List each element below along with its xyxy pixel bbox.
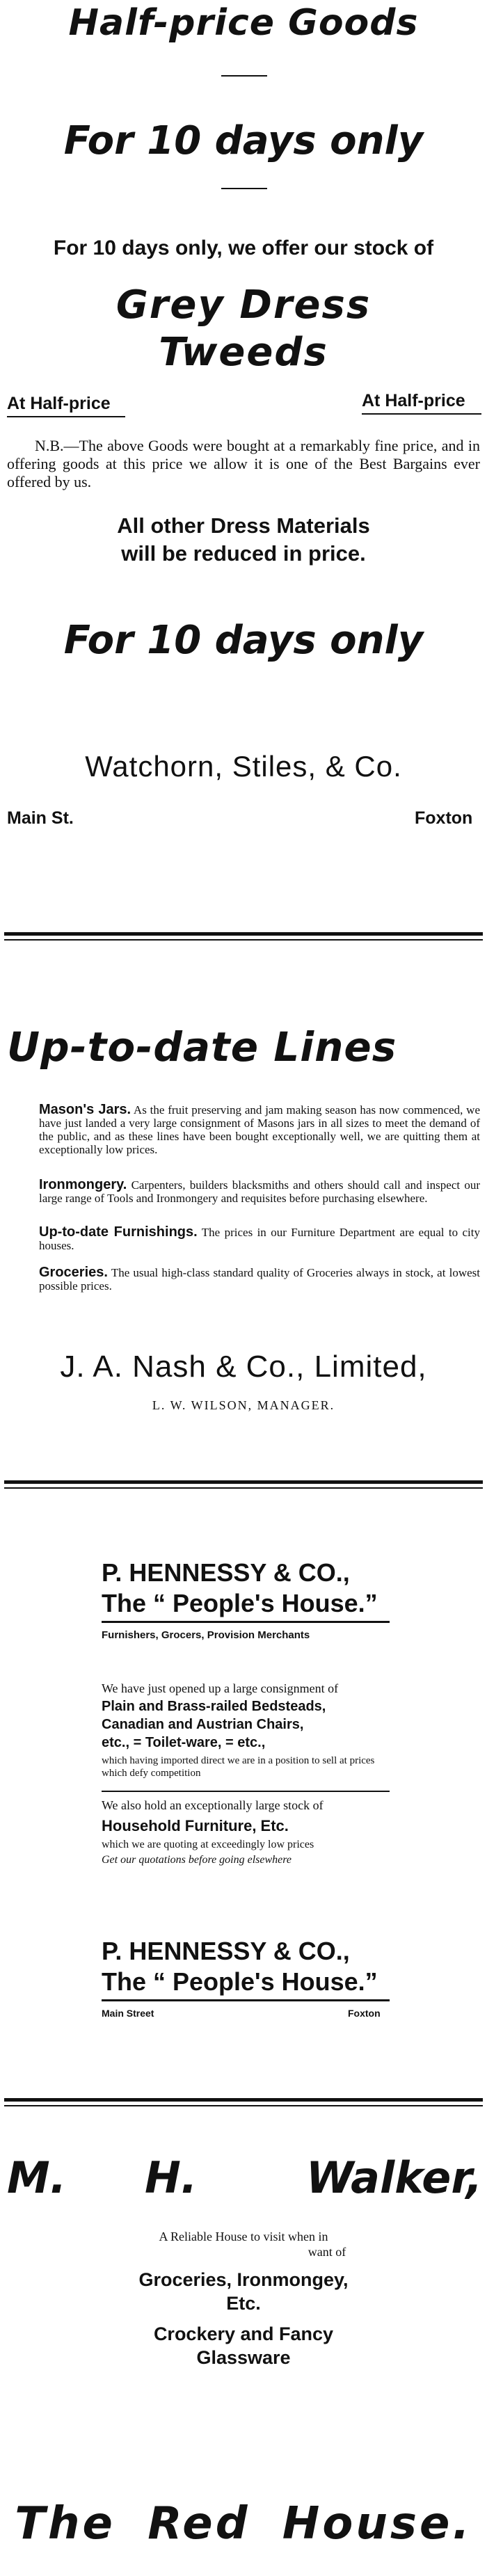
ad4-goods-line1: Groceries, Ironmongey, bbox=[138, 2269, 349, 2290]
ad3-para1-tail: which having imported direct we are in a position to sell at prices which defy competition bbox=[102, 1755, 375, 1779]
ad1-intro: For 10 days only, we offer our stock of bbox=[53, 237, 434, 259]
ad4-goods-line4: Glassware bbox=[196, 2347, 291, 2368]
divider-1a bbox=[4, 932, 483, 936]
ad4-footer: The Red House. bbox=[15, 2498, 472, 2550]
ad2-item-ironmongery bbox=[39, 1178, 480, 1205]
ad1-town: Foxton bbox=[415, 808, 473, 828]
divider-2a bbox=[4, 1480, 483, 1484]
ad2-item-furnishings bbox=[39, 1226, 480, 1252]
ad1-sub-headline: For 10 days only bbox=[63, 118, 424, 163]
ad3-para2-bold: Household Furniture, Etc. bbox=[102, 1817, 289, 1834]
ad3-para1-bold2: Canadian and Austrian Chairs, bbox=[102, 1717, 304, 1732]
ad1-street: Main St. bbox=[7, 808, 74, 828]
ad2-item-label: Ironmongery. bbox=[39, 1177, 127, 1192]
ad2-item-text: The prices in our Furniture Department are equal to city houses. bbox=[39, 1226, 480, 1252]
ad3-street: Main Street bbox=[102, 2008, 154, 2019]
ad4-goods-line3: Crockery and Fancy bbox=[153, 2323, 334, 2344]
ad3-para2-tail: which we are quoting at exceedingly low prices bbox=[102, 1839, 314, 1850]
ad3-para1-bold1: Plain and Brass-railed Bedsteads, bbox=[102, 1699, 326, 1714]
ad4-name-part-1: M. bbox=[7, 2152, 67, 2203]
ad2-headline: Up-to-date Lines bbox=[7, 1023, 397, 1071]
ad4-intro-line1: A Reliable House to visit when in bbox=[159, 2230, 328, 2243]
divider-3a bbox=[4, 2098, 483, 2102]
ad2-firm: J. A. Nash & Co., Limited, bbox=[60, 1350, 427, 1384]
ad1-right-tag-underline bbox=[362, 413, 481, 415]
divider-3b bbox=[4, 2105, 483, 2106]
ad2-item-groceries bbox=[39, 1266, 480, 1293]
divider-1b bbox=[4, 939, 483, 941]
ad2-manager: L. W. WILSON, MANAGER. bbox=[152, 1398, 335, 1412]
ad2-item-label: Up-to-date Furnishings. bbox=[39, 1224, 198, 1240]
ad4-name-part-3: Walker, bbox=[306, 2152, 483, 2203]
ad3-town: Foxton bbox=[348, 2008, 381, 2019]
ad3-para1-intro: We have just opened up a large consignment of bbox=[102, 1681, 339, 1695]
ad1-short-rule-1 bbox=[221, 75, 267, 77]
ad3-para2-italic: Get our quotations before going elsewhere bbox=[102, 1854, 292, 1866]
ad3-firm-line1: P. HENNESSY & CO., bbox=[102, 1558, 350, 1587]
ad1-reduce-line1: All other Dress Materials bbox=[117, 513, 370, 538]
ad1-product-line2: Tweeds bbox=[159, 330, 328, 375]
ad2-item-masons bbox=[39, 1103, 480, 1156]
ad1-note: N.B.—The above Goods were bought at a remarkably fine price, and in offering goods at this price we allow it is one of the Best Bargains ever offered by us. bbox=[7, 437, 480, 490]
divider-2b bbox=[4, 1487, 483, 1489]
ad3-firm-line2: The “ People's House.” bbox=[102, 1589, 378, 1617]
ad3-footer-line2: The “ People's House.” bbox=[102, 1967, 378, 1996]
ad2-item-label: Mason's Jars. bbox=[39, 1102, 131, 1117]
ad1-headline: Half-price Goods bbox=[68, 2, 419, 44]
ad1-firm: Watchorn, Stiles, & Co. bbox=[85, 750, 402, 783]
ad4-name-part-2: H. bbox=[145, 2152, 198, 2203]
ad3-footer-rule bbox=[102, 1999, 390, 2001]
ad1-product-line1: Grey Dress bbox=[115, 282, 372, 328]
ad3-inner-rule bbox=[102, 1791, 390, 1792]
ad4-intro-line2: want of bbox=[308, 2245, 346, 2259]
ad1-left-tag: At Half-price bbox=[7, 394, 111, 413]
ad3-trades: Furnishers, Grocers, Provision Merchants bbox=[102, 1629, 310, 1641]
ad3-footer-line1: P. HENNESSY & CO., bbox=[102, 1937, 350, 1965]
ad2-item-text: Carpenters, builders blacksmiths and others should call and inspect our large range of Tools and Ironmongery and requisites before purchasing elsewhere. bbox=[39, 1178, 480, 1205]
ad1-left-tag-underline bbox=[7, 416, 125, 417]
ad3-firm-rule bbox=[102, 1621, 390, 1623]
ad2-item-text: As the fruit preserving and jam making season has now commenced, we have just landed a very large consignment of Masons jars in all sizes to meet the demand of the public, and as these lines have been bought exceptionally well, we are quitting them at exceptionally low prices. bbox=[39, 1103, 481, 1156]
ad4-goods-line2: Etc. bbox=[226, 2293, 261, 2314]
ad1-reduce-line2: will be reduced in price. bbox=[121, 541, 366, 566]
ad1-short-rule-2 bbox=[221, 188, 267, 189]
ad3-para1-bold3: etc., = Toilet-ware, = etc., bbox=[102, 1735, 266, 1750]
ad3-para2-intro: We also hold an exceptionally large stock of bbox=[102, 1798, 324, 1812]
ad1-footer-headline: For 10 days only bbox=[63, 618, 424, 663]
ad2-item-text: The usual high-class standard quality of Groceries always in stock, at lowest possible prices. bbox=[39, 1266, 480, 1293]
ad1-right-tag: At Half-price bbox=[362, 391, 465, 410]
ad2-item-label: Groceries. bbox=[39, 1265, 108, 1280]
